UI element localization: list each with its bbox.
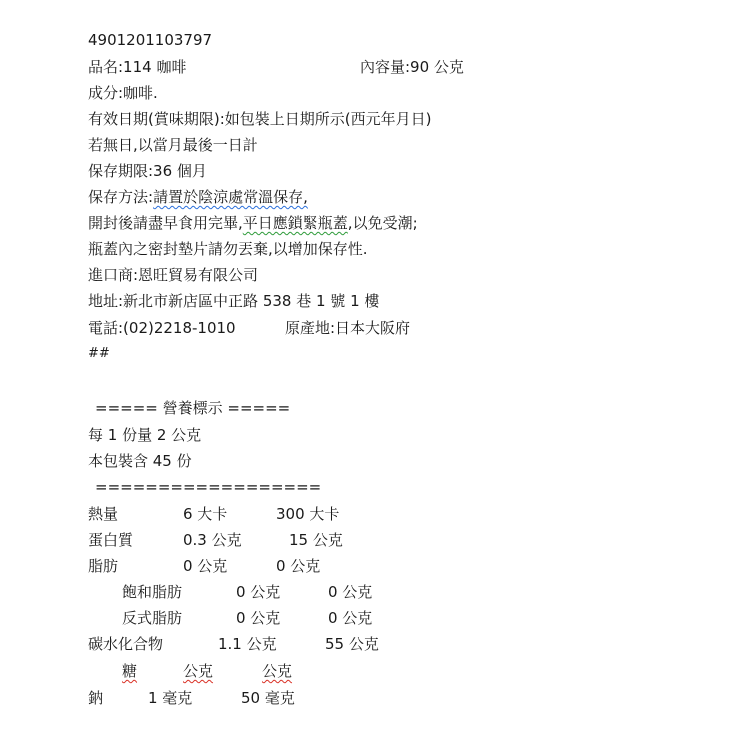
address: 地址:新北市新店區中正路 538 巷 1 號 1 樓	[88, 292, 380, 310]
nutrient-per-package: 15 公克	[289, 531, 343, 549]
nutrient-per-serving: 公克	[183, 662, 214, 680]
storage-method-label: 保存方法:	[88, 188, 154, 206]
nutrient-per-package: 300 大卡	[276, 505, 340, 523]
storage-method-text: 請置於陰涼處常溫保存,	[153, 188, 308, 206]
nutrient-name: 碳水化合物	[88, 635, 164, 653]
nutrition-title: ===== 營養標示 =====	[95, 399, 291, 417]
nutrient-per-serving: 0 公克	[236, 609, 281, 627]
nutrient-per-package: 0 公克	[328, 583, 373, 601]
expiry-date: 有效日期(賞味期限):如包裝上日期所示(西元年月日)	[88, 110, 432, 128]
net-content: 內容量:90 公克	[360, 58, 464, 76]
nutrient-name: 反式脂肪	[122, 609, 183, 627]
importer: 進口商:恩旺貿易有限公司	[88, 266, 259, 284]
ingredients: 成分:咖啡.	[88, 84, 158, 102]
nutrient-per-serving: 0 公克	[183, 557, 228, 575]
nutrient-name: 熱量	[88, 505, 119, 523]
hash-marker: ##	[88, 346, 110, 361]
expiry-note: 若無日,以當月最後一日計	[88, 136, 258, 154]
nutrient-per-package: 0 公克	[328, 609, 373, 627]
shelf-life: 保存期限:36 個月	[88, 162, 207, 180]
nutrient-per-serving: 0.3 公克	[183, 531, 242, 549]
nutrient-name: 鈉	[88, 689, 104, 707]
nutrition-divider: ==================	[95, 478, 322, 496]
lid-seal-note: 瓶蓋內之密封墊片請勿丟棄,以增加保存性.	[88, 240, 368, 258]
after-opening-note	[88, 213, 418, 233]
servings-per-package: 本包裝含 45 份	[88, 452, 192, 470]
nutrient-per-serving: 1 毫克	[148, 689, 193, 707]
nutrient-per-serving: 6 大卡	[183, 505, 228, 523]
country-of-origin: 原產地:日本大阪府	[285, 319, 411, 337]
product-name: 品名:114 咖啡	[88, 58, 187, 76]
nutrient-per-serving: 1.1 公克	[218, 635, 277, 653]
nutrient-per-package: 55 公克	[325, 635, 379, 653]
nutrient-name: 蛋白質	[88, 531, 134, 549]
lid-lock-text: 平日應鎖緊瓶蓋	[242, 214, 348, 232]
nutrient-per-package: 0 公克	[276, 557, 321, 575]
nutrient-per-serving: 0 公克	[236, 583, 281, 601]
serving-size: 每 1 份量 2 公克	[88, 426, 202, 444]
phone: 電話:(02)2218-1010	[88, 319, 236, 337]
nutrient-name: 飽和脂肪	[122, 583, 183, 601]
nutrient-per-package: 50 毫克	[241, 689, 295, 707]
barcode-number: 4901201103797	[88, 31, 213, 49]
nutrient-name: 脂肪	[88, 557, 119, 575]
after-opening-text: 開封後請盡早食用完畢,	[88, 214, 243, 232]
storage-method	[88, 187, 308, 207]
nutrient-name: 糖	[122, 662, 138, 680]
nutrient-per-package: 公克	[262, 662, 293, 680]
moisture-text: ,以免受潮;	[347, 214, 418, 232]
